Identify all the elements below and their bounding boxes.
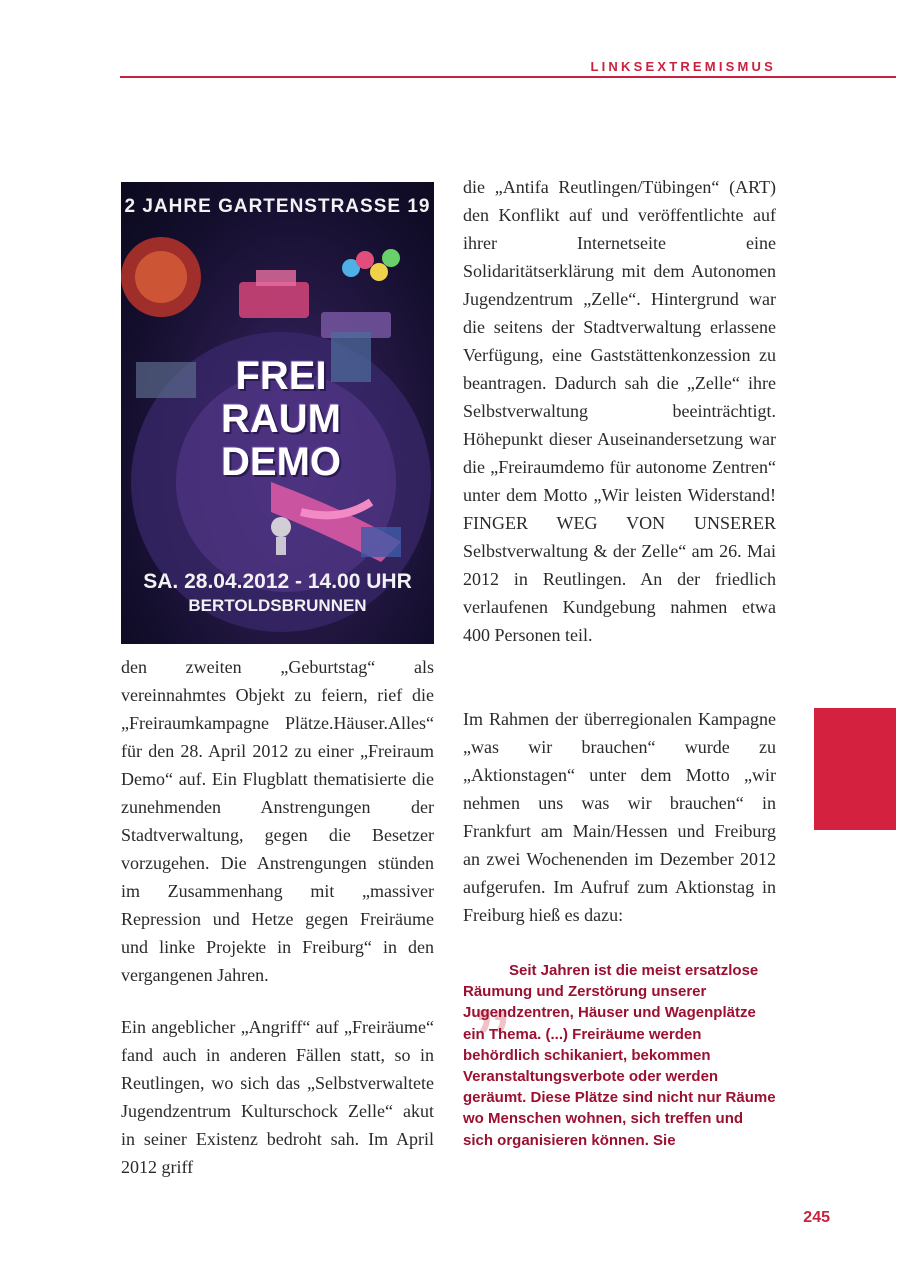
poster-date-line: SA. 28.04.2012 - 14.00 UHR: [143, 570, 412, 593]
section-header: LINKSEXTREMISMUS: [590, 59, 776, 74]
body-text: den zweiten „Geburtstag“ als vereinnahmtes Objekt zu feiern, rief die „Freiraumkampagne Plätze.Häuser.Alles“ für den 28. April 2012 zu einer „Freiraum Demo“ auf. Ein Flugblatt thematisierte die zunehmenden Anstrengungen der Stadtverwaltung, gegen die Besetzer vorzugehen. Die Anstrengungen stünden im Zusammenhang mit „massiver Repression und Hetze gegen Freiräume und linke Projekte in Freiburg“ in den vergangenen Jahren.: [121, 657, 434, 985]
left-column-paragraph-1: [121, 653, 434, 989]
quote-text: Seit Jahren ist die meist ersatzlose Räumung und Zerstörung unserer Jugendzentren, Häuser und Wagenplätze ein Thema. (...) Freiräume werden behördlich schikaniert, bekommen Veranstaltungsverbote oder werden geräumt. Diese Plätze sind nicht nur Räume wo Menschen wohnen, sich treffen und sich organisieren können. Sie: [463, 962, 776, 1149]
poster-top-line: 2 JAHRE GARTENSTRASSE 19: [124, 196, 431, 217]
header-rule: [120, 76, 896, 78]
body-text: Im Rahmen der überregionalen Kampagne „was wir brauchen“ wurde zu „Aktionstagen“ unter dem Motto „wir nehmen uns was wir brauchen“ in Frankfurt am Main/Hessen und Freiburg an zwei Wochenenden im Dezember 2012 aufgerufen. Im Aufruf zum Aktionstag in Freiburg hieß es dazu:: [463, 709, 776, 925]
body-text: Ein angeblicher „Angriff“ auf „Freiräume“ fand auch in anderen Fällen statt, so in Reutlingen, wo sich das „Selbstverwaltete Jugendzentrum Kulturschock Zelle“ akut in seiner Existenz bedroht sah. Im April 2012 griff: [121, 1017, 434, 1177]
left-column-paragraph-2: [121, 1013, 434, 1181]
pull-quote: [463, 949, 776, 1151]
body-text: die „Antifa Reutlingen/Tübingen“ (ART) den Konflikt auf und veröffentlichte auf ihrer Internetseite eine Solidaritätserklärung mit dem Autonomen Jugendzentrum „Zelle“. Hintergrund war die seitens der Stadtverwaltung erlassene Verfügung, eine Gaststättenkonzession zu beantragen. Dadurch sah die „Zelle“ ihre Selbstverwaltung beeinträchtigt. Höhepunkt dieser Auseinandersetzung war die „Freiraumdemo für autonome Zentren“ unter dem Motto „Wir leisten Widerstand! FINGER WEG VON UNSERER Selbstverwaltung & der Zelle“ am 26. Mai 2012 in Reutlingen. An der friedlich verlaufenen Kundgebung nahmen etwa 400 Personen teil.: [463, 177, 776, 645]
chapter-marker-tab: [814, 708, 896, 830]
poster-title-line-3: DEMO: [221, 440, 341, 484]
demo-poster-image: [121, 182, 434, 644]
poster-place-line: BERTOLDSBRUNNEN: [188, 596, 367, 615]
quote-mark-icon: „: [473, 949, 512, 1037]
right-column-paragraph-2: [463, 705, 776, 929]
page-number: 245: [803, 1209, 830, 1226]
right-column-paragraph-1: [463, 173, 776, 649]
poster-title-line-2: RAUM: [221, 397, 341, 441]
poster-title-line-1: FREI: [235, 354, 327, 398]
